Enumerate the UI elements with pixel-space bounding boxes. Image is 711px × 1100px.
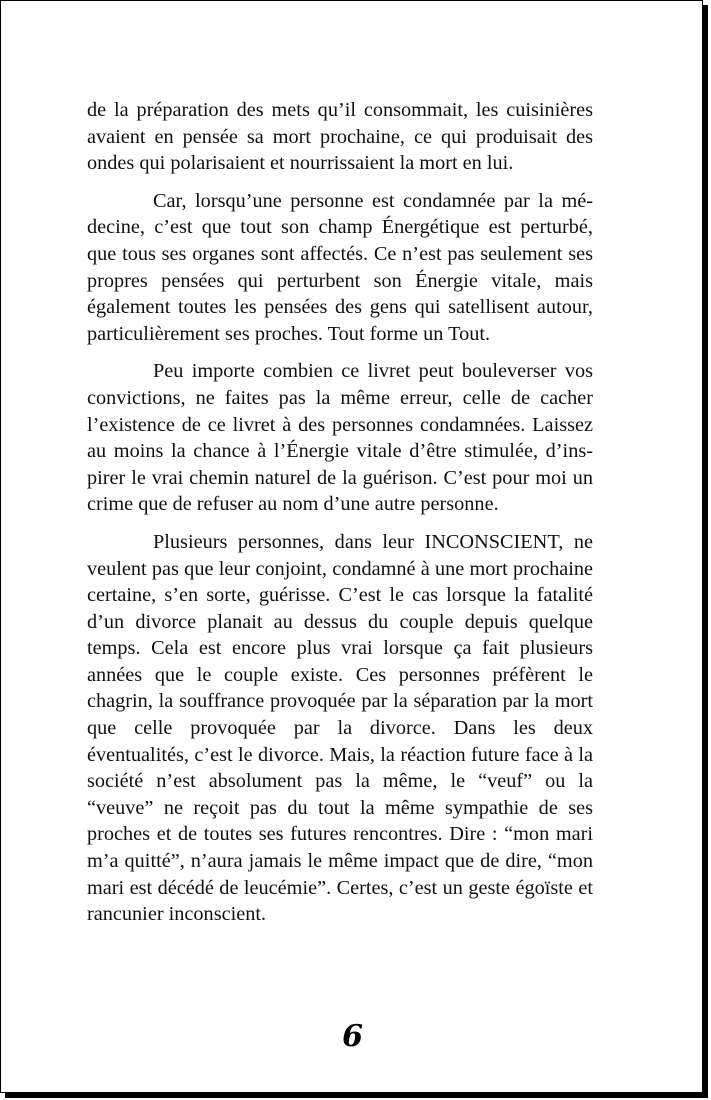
paragraph-3: Peu importe combien ce livret peut bouleverser vos convictions, ne faites pas la même erreur, celle de cacher l’existence de ce livret à des personnes condamnées. Laissez au moins la chance à l’Énergie vitale d’être stimulée, d’inspirer le vrai chemin naturel de la guérison. C’est pour moi un crime que de refuser au nom d’une autre personne. — [87, 360, 593, 516]
paragraph-2: Car, lorsqu’une personne est condamnée par la médecine, c’est que tout son champ Énergétique est perturbé, que tous ses organes sont affectés. Ce n’est pas seulement ses propres pensées qui perturbent son Énergie vitale, mais également toutes les pensées des gens qui satellisent autour, particulièrement ses proches. Tout forme un Tout. — [87, 189, 593, 345]
body-text — [87, 97, 593, 939]
paragraph-4: Plusieurs personnes, dans leur INCONSCIENT, ne veulent pas que leur conjoint, condamné à une mort prochaine certaine, s’en sorte, guérisse. C’est le cas lorsque la fatalité d’un divorce planait au dessus du couple depuis quelque temps. Cela est encore plus vrai lorsque ça fait plusieurs années que le couple existe. Ces personnes préfèrent le chagrin, la souffrance provoquée par la séparation par la mort que celle provoquée par la divorce. Dans les deux éventualités, c’est le divorce. Mais, la réaction future face à la société n’est absolument pas la même, le “veuf” ou la “veuve” ne reçoit pas du tout la même sympathie de ses proches et de toutes ses futures rencontres. Dire : “mon mari m’a quitté”, n’aura jamais le même impact que de dire, “mon mari est décédé de leucémie”. Certes, c’est un geste égoïste et rancunier inconscient. — [87, 530, 593, 926]
paragraph-1: de la préparation des mets qu’il consommait, les cuisinières avaient en pensée sa mort prochaine, ce qui produisait des ondes qui polarisaient et nourrissaient la mort en lui. — [87, 99, 593, 175]
page-number: 6 — [342, 1019, 363, 1054]
